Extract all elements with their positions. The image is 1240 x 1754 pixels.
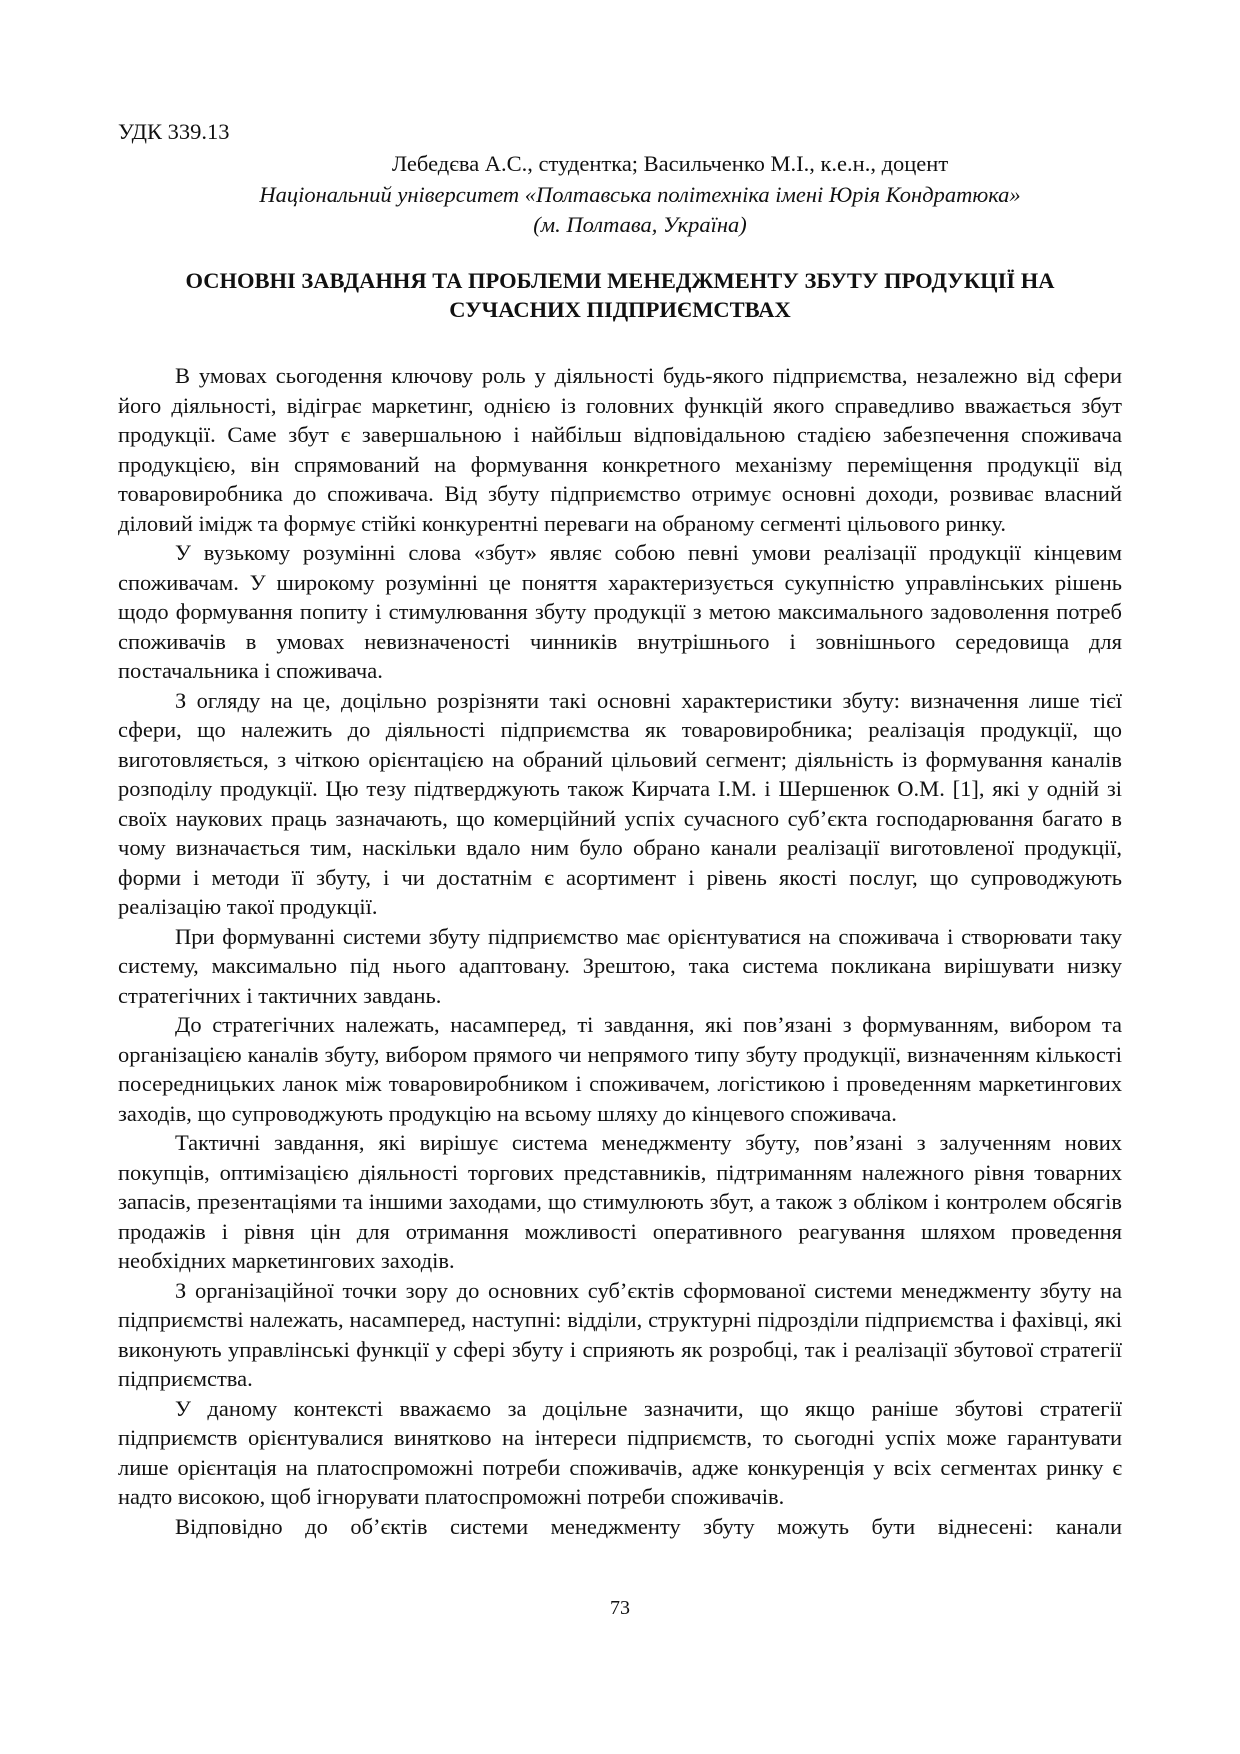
affiliation	[0, 180, 1240, 239]
paragraph: У вузькому розумінні слова «збут» являє собою певні умови реалізації продукції кінцевим споживачам. У широкому розумінні це поняття характеризується сукупністю управлінських рішень щодо формування попиту і стимулювання збуту продукції з метою максимального задоволення потреб споживачів в умовах невизначеності чинників внутрішнього і зовнішнього середовища для постачальника і споживача.	[118, 540, 1122, 683]
paragraph: Тактичні завдання, які вирішує система менеджменту збуту, пов’язані з залученням нових покупців, оптимізацією діяльності торгових представників, підтриманням належного рівня товарних запасів, презентаціями та іншими заходами, що стимулюють збут, а також з обліком і контролем обсягів продажів і рівня цін для отримання можливості оперативного реагування шляхом проведення необхідних маркетингових заходів.	[118, 1130, 1122, 1273]
paragraph: При формуванні системи збуту підприємство має орієнтуватися на споживача і створювати таку систему, максимально під нього адаптовану. Зрештою, така система покликана вирішувати низку стратегічних і тактичних завдань.	[118, 923, 1122, 1008]
authors-line: Лебедєва А.С., студентка; Васильченко М.І., к.е.н., доцент	[391, 151, 949, 176]
paragraph: З організаційної точки зору до основних суб’єктів сформованої системи менеджменту збуту на підприємстві належать, насамперед, наступні: відділи, структурні підрозділи підприємства і фахівці, які виконують управлінські функції у сфері збуту і сприяють як розробці, так і реалізації збутової стратегії підприємства.	[118, 1277, 1122, 1391]
udk-code: УДК 339.13	[118, 119, 230, 144]
page-number: 73	[610, 1597, 630, 1619]
article-title-line-1: ОСНОВНІ ЗАВДАННЯ ТА ПРОБЛЕМИ МЕНЕДЖМЕНТУ ЗБУТУ ПРОДУКЦІЇ НА	[185, 268, 1055, 293]
paragraph: З огляду на це, доцільно розрізняти такі основні характеристики збуту: визначення лише тієї сфери, що належить до діяльності підприємства як товаровиробника; реалізація продукції, що виготовляється, з чіткою орієнтацією на обраний цільовий сегмент; діяльність із формування каналів розподілу продукції. Цю тезу підтверджують також Кирчата І.М. і Шершенюк О.М. [1], які у одній зі своїх наукових праць зазначають, що комерційний успіх сучасного суб’єкта господарювання багато в чому визначається тим, наскільки вдало ним було обрано канали реалізації виготовленої продукції, форми і методи її збуту, і чи достатнім є асортимент і рівень якості послуг, що супроводжують реалізацію такої продукції.	[118, 687, 1122, 919]
affiliation-city: (м. Полтава, Україна)	[533, 211, 747, 237]
paragraph: Відповідно до об’єктів системи менеджменту збуту можуть бути віднесені: канали	[175, 1513, 1122, 1539]
article-title-line-2: СУЧАСНИХ ПІДПРИЄМСТВАХ	[449, 297, 791, 322]
article-title	[118, 266, 1122, 324]
paragraph: До стратегічних належать, насамперед, ті завдання, які пов’язані з формуванням, вибором та організацією каналів збуту, вибором прямого чи непрямого типу збуту продукції, визначенням кількості посередницьких ланок між товаровиробником і споживачем, логістикою і проведенням маркетингових заходів, що супроводжують продукцію на всьому шляху до кінцевого споживача.	[118, 1012, 1122, 1126]
paragraph: У даному контексті вважаємо за доцільне зазначити, що якщо раніше збутові стратегії підприємств орієнтувалися винятково на інтереси підприємств, то сьогодні успіх може гарантувати лише орієнтація на платоспроможні потреби споживачів, адже конкуренція у всіх сегментах ринку є надто високою, щоб ігнорувати платоспроможні потреби споживачів.	[118, 1395, 1122, 1509]
paragraph: В умовах сьогодення ключову роль у діяльності будь-якого підприємства, незалежно від сфери його діяльності, відіграє маркетинг, однією із головних функцій якого справедливо вважається збут продукції. Саме збут є завершальною і найбільш відповідальною стадією забезпечення споживача продукцією, він спрямований на формування конкретного механізму переміщення продукції від товаровиробника до споживача. Від збуту підприємство отримує основні доходи, розвиває власний діловий імідж та формує стійкі конкурентні переваги на обраному сегменті цільового ринку.	[118, 363, 1122, 536]
affiliation-university: Національний університет «Полтавська політехніка імені Юрія Кондратюка»	[259, 182, 1021, 207]
article-body	[118, 361, 1122, 1541]
